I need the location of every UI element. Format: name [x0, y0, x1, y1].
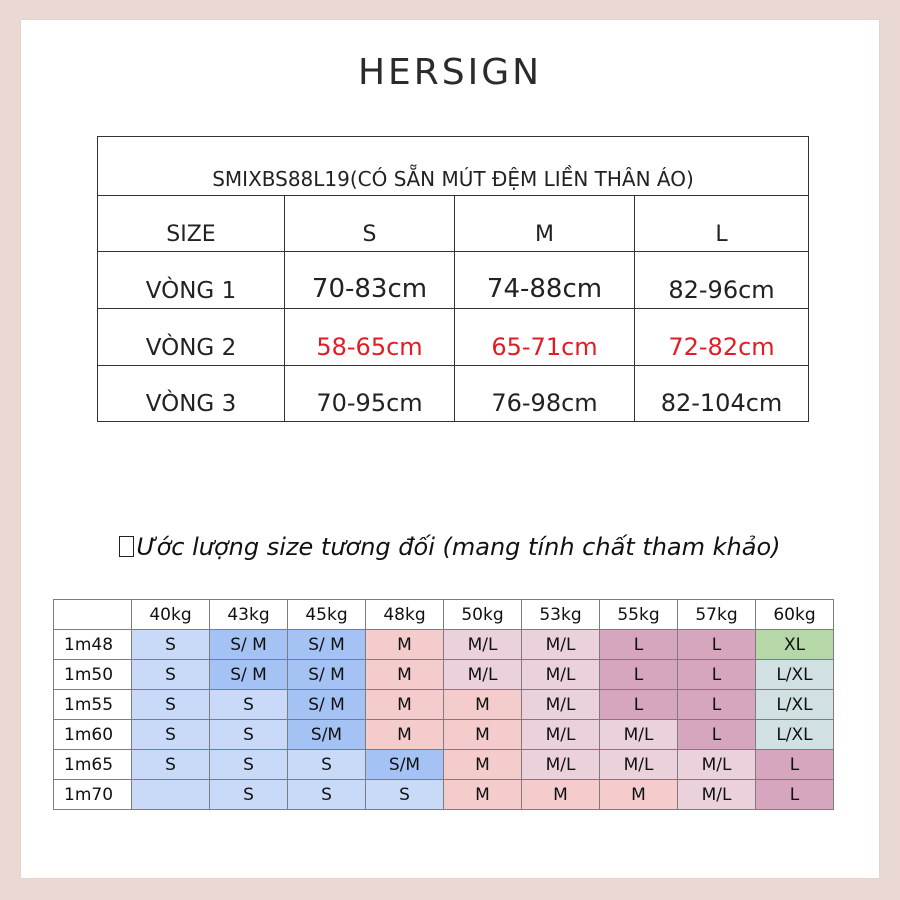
- grid-size-cell: M/L: [678, 750, 756, 780]
- spec-row-vong1: [98, 252, 808, 309]
- grid-row: [54, 660, 834, 690]
- grid-size-cell: S: [132, 720, 210, 750]
- grid-header-row: [54, 600, 834, 630]
- grid-size-cell: S: [132, 690, 210, 720]
- brand-logo: HERSIGN: [357, 52, 543, 93]
- grid-size-cell: S: [210, 690, 288, 720]
- grid-size-cell: M: [444, 690, 522, 720]
- grid-size-cell: L/XL: [756, 720, 834, 750]
- checkbox-glyph-icon: [119, 536, 134, 557]
- grid-height-label: 1m48: [54, 630, 132, 660]
- grid-size-cell: M/L: [522, 750, 600, 780]
- grid-weight-header: 40kg: [132, 600, 210, 630]
- grid-size-cell: S: [210, 780, 288, 810]
- spec-value: 70-95cm: [285, 366, 455, 421]
- grid-size-cell: S: [132, 750, 210, 780]
- grid-size-cell: M/L: [522, 720, 600, 750]
- spec-header-row: [98, 196, 808, 252]
- grid-weight-header: 55kg: [600, 600, 678, 630]
- grid-size-cell: L: [600, 690, 678, 720]
- grid-size-cell: S: [132, 660, 210, 690]
- grid-size-cell: L: [756, 750, 834, 780]
- grid-size-cell: M/L: [600, 750, 678, 780]
- grid-size-cell: M: [444, 750, 522, 780]
- grid-size-cell: S: [288, 780, 366, 810]
- grid-size-cell: M: [366, 630, 444, 660]
- grid-size-cell: M/L: [600, 720, 678, 750]
- grid-size-cell: XL: [756, 630, 834, 660]
- grid-weight-header: 48kg: [366, 600, 444, 630]
- spec-value: 82-104cm: [660, 389, 783, 417]
- grid-height-label: 1m60: [54, 720, 132, 750]
- spec-row-label: VÒNG 1: [98, 252, 285, 308]
- spec-value: 70-83cm: [285, 252, 455, 308]
- grid-weight-header: 45kg: [288, 600, 366, 630]
- grid-size-cell: M: [366, 690, 444, 720]
- grid-size-cell: S/ M: [210, 630, 288, 660]
- grid-row: [54, 780, 834, 810]
- grid-size-cell: M: [522, 780, 600, 810]
- spec-table: [97, 136, 809, 422]
- grid-size-cell: S: [288, 750, 366, 780]
- grid-size-cell: M/L: [444, 630, 522, 660]
- grid-size-cell: L: [756, 780, 834, 810]
- grid-size-cell: L: [678, 690, 756, 720]
- grid-size-cell: L/XL: [756, 690, 834, 720]
- grid-size-cell: S/ M: [288, 660, 366, 690]
- spec-value-highlight: 58-65cm: [285, 309, 455, 365]
- grid-size-cell: S/ M: [288, 630, 366, 660]
- grid-size-cell: L: [600, 660, 678, 690]
- spec-header-size: SIZE: [98, 196, 285, 251]
- grid-size-cell: L: [678, 630, 756, 660]
- grid-size-cell: S: [132, 630, 210, 660]
- spec-header-s: S: [285, 196, 455, 251]
- grid-size-cell: [132, 780, 210, 810]
- grid-row: [54, 720, 834, 750]
- spec-row-label: VÒNG 3: [98, 366, 285, 421]
- grid-size-cell: S: [366, 780, 444, 810]
- grid-row: [54, 750, 834, 780]
- grid-weight-header: 50kg: [444, 600, 522, 630]
- grid-height-label: 1m55: [54, 690, 132, 720]
- grid-size-cell: M/L: [444, 660, 522, 690]
- grid-row: [54, 630, 834, 660]
- spec-row-vong3: [98, 366, 808, 421]
- grid-size-cell: M: [366, 660, 444, 690]
- grid-size-cell: M: [366, 720, 444, 750]
- grid-height-label: 1m70: [54, 780, 132, 810]
- spec-value-highlight: 65-71cm: [455, 309, 635, 365]
- spec-row-label: VÒNG 2: [98, 309, 285, 365]
- grid-size-cell: M/L: [522, 690, 600, 720]
- grid-weight-header: 60kg: [756, 600, 834, 630]
- size-estimate-grid: [53, 599, 834, 810]
- grid-size-cell: M/L: [678, 780, 756, 810]
- grid-size-cell: M/L: [522, 630, 600, 660]
- grid-size-cell: S/M: [288, 720, 366, 750]
- grid-size-cell: S/M: [366, 750, 444, 780]
- grid-corner-cell: [54, 600, 132, 630]
- grid-size-cell: L: [678, 720, 756, 750]
- grid-size-cell: L: [600, 630, 678, 660]
- spec-value-highlight: 72-82cm: [668, 333, 775, 361]
- spec-header-l: L: [715, 222, 728, 247]
- grid-height-label: 1m65: [54, 750, 132, 780]
- grid-weight-header: 57kg: [678, 600, 756, 630]
- grid-size-cell: M: [444, 780, 522, 810]
- estimate-heading: [0, 533, 900, 561]
- spec-row-vong2: [98, 309, 808, 366]
- spec-table-title: SMIXBS88L19(CÓ SẴN MÚT ĐỆM LIỀN THÂN ÁO): [98, 137, 808, 196]
- grid-weight-header: 53kg: [522, 600, 600, 630]
- grid-size-cell: L: [678, 660, 756, 690]
- spec-value: 74-88cm: [455, 252, 635, 308]
- grid-size-cell: M/L: [522, 660, 600, 690]
- spec-value: 76-98cm: [455, 366, 635, 421]
- grid-size-cell: M: [444, 720, 522, 750]
- grid-size-cell: S: [210, 750, 288, 780]
- grid-weight-header: 43kg: [210, 600, 288, 630]
- spec-value: 82-96cm: [668, 276, 775, 304]
- grid-size-cell: M: [600, 780, 678, 810]
- grid-height-label: 1m50: [54, 660, 132, 690]
- grid-row: [54, 690, 834, 720]
- grid-size-cell: S/ M: [210, 660, 288, 690]
- spec-header-m: M: [455, 196, 635, 251]
- grid-size-cell: S: [210, 720, 288, 750]
- estimate-heading-text: Ước lượng size tương đối (mang tính chất tham khảo): [136, 533, 781, 561]
- grid-size-cell: L/XL: [756, 660, 834, 690]
- grid-size-cell: S/ M: [288, 690, 366, 720]
